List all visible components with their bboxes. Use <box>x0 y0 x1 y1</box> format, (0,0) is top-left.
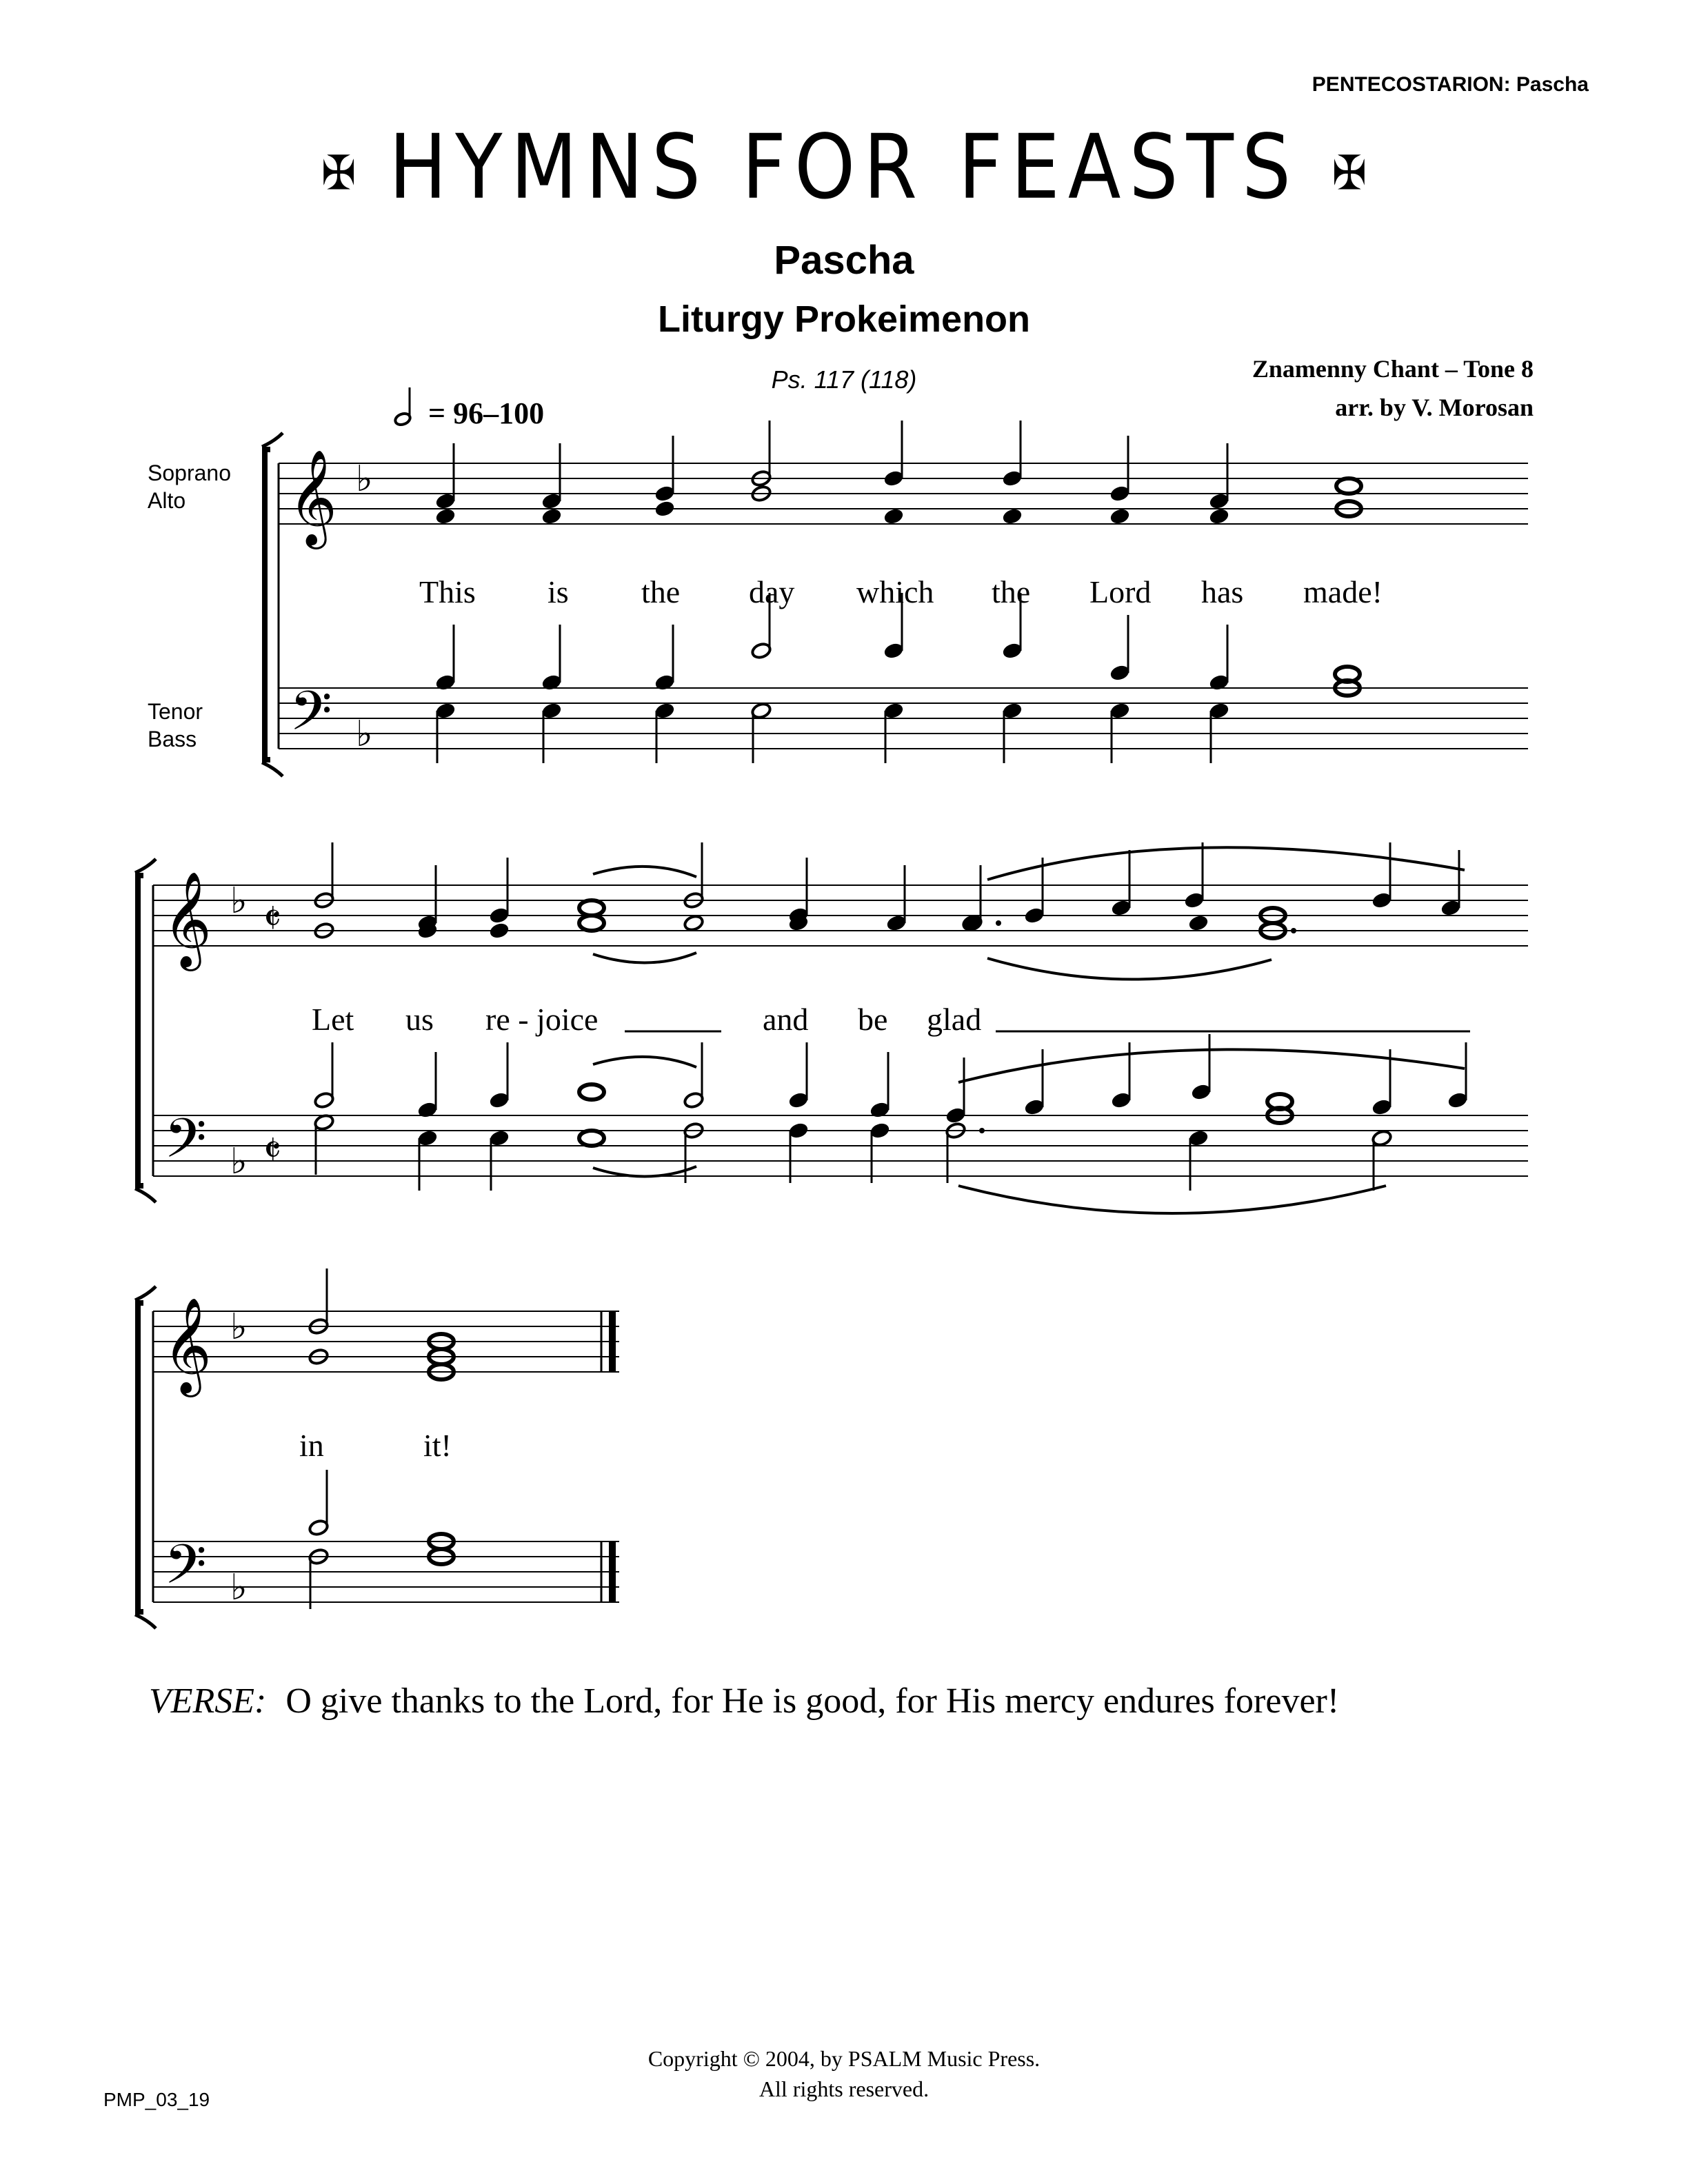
treble-clef: 𝄞 <box>163 1297 212 1393</box>
slur <box>958 1186 1386 1213</box>
slur <box>958 1049 1465 1082</box>
bracket-hook <box>135 859 156 873</box>
alto-note <box>1188 914 1209 932</box>
bass-note <box>751 702 772 763</box>
note-layer <box>308 421 1469 1609</box>
lyric-syllable: day <box>749 574 795 609</box>
alto-note <box>1002 507 1023 525</box>
lyric-syllable: and <box>763 1002 809 1037</box>
tenor-note <box>751 593 772 660</box>
whole-note <box>579 900 604 916</box>
bass-note <box>417 1129 439 1191</box>
bracket-hook <box>262 433 283 447</box>
system-2 <box>135 847 1528 1213</box>
tempo-value: = 96–100 <box>428 396 545 430</box>
whole-note <box>1336 478 1361 494</box>
bracket-hook <box>135 1615 156 1628</box>
flat-sign: ♭ <box>230 1567 248 1608</box>
alto-note <box>883 507 905 525</box>
flat-sign: ♭ <box>230 880 248 922</box>
slur <box>987 847 1465 880</box>
verse-body: O give thanks to the Lord, for He is good, for His mercy endures forever! <box>285 1681 1340 1721</box>
bass-note <box>314 1113 335 1175</box>
bass-note <box>883 702 905 763</box>
soprano-note <box>654 436 676 503</box>
bass-staff <box>153 1115 1528 1176</box>
slur <box>593 953 696 963</box>
rights-line: All rights reserved. <box>758 2076 930 2101</box>
tenor-note <box>1447 1042 1469 1109</box>
alto-note <box>435 507 456 525</box>
bass-note <box>489 1129 510 1191</box>
tenor-note <box>541 625 563 691</box>
cross-icon: ✠ <box>321 145 356 201</box>
bass-note <box>788 1122 810 1183</box>
alto-note <box>1109 507 1131 525</box>
soprano-note <box>1209 443 1230 510</box>
lyric-syllable: in <box>299 1428 324 1463</box>
tenor-label: Tenor <box>148 699 203 724</box>
slur <box>593 1057 696 1067</box>
slur <box>593 1166 696 1177</box>
lyric-syllable: made! <box>1303 574 1383 609</box>
treble-clef: 𝄞 <box>288 449 337 545</box>
treble-staff <box>153 885 1528 946</box>
soprano-note <box>541 443 563 510</box>
dot <box>979 1128 985 1133</box>
banner-text: HYMNS FOR FEASTS <box>388 116 1300 219</box>
tenor-note <box>870 1052 891 1119</box>
lyric-syllable: which <box>856 574 934 609</box>
lyric-syllable: Lord <box>1089 574 1152 609</box>
bass-note <box>1372 1129 1393 1191</box>
tenor-note <box>1024 1049 1045 1116</box>
lyric-syllable: it! <box>423 1428 452 1463</box>
soprano-note <box>1440 850 1462 917</box>
bracket-hook <box>135 1189 156 1202</box>
alto-note <box>654 500 676 518</box>
lyric-syllable: be <box>858 1002 888 1037</box>
bass-clef: 𝄢 <box>164 1106 207 1184</box>
soprano-note <box>1372 842 1393 909</box>
tenor-note <box>1002 593 1023 660</box>
lyric-syllable: the <box>641 574 681 609</box>
system-bracket <box>265 449 270 760</box>
section-header: PENTECOSTARION: Pascha <box>1312 73 1589 96</box>
bass-note <box>1109 702 1131 763</box>
system-bracket <box>138 876 143 1186</box>
bass-note <box>870 1122 891 1183</box>
tenor-note <box>1111 1042 1132 1109</box>
bracket-hook <box>135 1286 156 1300</box>
lyric-syllable: glad <box>927 1002 982 1037</box>
lyric-syllable: has <box>1201 574 1244 609</box>
arranger-credit: arr. by V. Morosan <box>1335 394 1534 421</box>
bass-label: Bass <box>148 727 197 751</box>
tenor-note <box>489 1042 510 1109</box>
treble-clef: 𝄞 <box>163 871 212 967</box>
slur <box>987 958 1272 980</box>
lyric-syllable: re - joice <box>485 1002 599 1037</box>
feast-title: Pascha <box>774 238 914 283</box>
bass-note <box>1209 702 1230 763</box>
catalog-code: PMP_03_19 <box>103 2089 210 2110</box>
tenor-note <box>945 1058 967 1124</box>
soprano-note <box>435 443 456 510</box>
tenor-note <box>435 625 456 691</box>
tenor-note <box>654 625 676 691</box>
soprano-note <box>883 421 905 487</box>
piece-title: Liturgy Prokeimenon <box>657 299 1031 340</box>
whole-note <box>579 1084 604 1100</box>
bass-clef: 𝄢 <box>164 1533 207 1610</box>
bass-note <box>435 702 456 763</box>
whole-note <box>579 916 604 931</box>
soprano-note <box>751 421 772 487</box>
system-bracket <box>138 1303 143 1612</box>
tenor-note <box>1209 625 1230 691</box>
psalm-reference: Ps. 117 (118) <box>771 365 917 394</box>
tenor-note <box>314 1042 335 1109</box>
lyric-syllable: the <box>992 574 1031 609</box>
dot <box>1291 928 1296 933</box>
flat-sign: ♭ <box>230 1306 248 1348</box>
slur <box>593 867 696 877</box>
verse-label: VERSE: <box>149 1681 267 1721</box>
soprano-note <box>788 858 810 924</box>
lyric-syllable: us <box>405 1002 434 1037</box>
soprano-note <box>1184 842 1205 909</box>
alto-note <box>489 922 510 940</box>
bass-clef: 𝄢 <box>290 679 332 756</box>
soprano-note <box>417 865 439 932</box>
soprano-note <box>489 858 510 924</box>
soprano-note <box>314 842 335 909</box>
tenor-note <box>883 593 905 660</box>
lyric-syllable: is <box>547 574 569 609</box>
tenor-note <box>1191 1034 1212 1101</box>
lyric-syllable: This <box>419 574 476 609</box>
tenor-note <box>308 1470 330 1537</box>
flat-sign: ♭ <box>356 458 373 500</box>
tenor-note <box>1109 615 1131 682</box>
soprano-note <box>308 1268 330 1335</box>
tenor-note <box>417 1052 439 1119</box>
tenor-note <box>1372 1049 1393 1116</box>
alto-note <box>683 914 705 932</box>
alto-note <box>541 507 563 525</box>
bass-note <box>541 702 563 763</box>
cross-icon: ✠ <box>1332 145 1367 201</box>
soprano-note <box>1111 850 1132 917</box>
bass-note <box>1188 1129 1209 1191</box>
chant-credit: Znamenny Chant – Tone 8 <box>1252 355 1534 383</box>
bracket-hook <box>262 762 283 776</box>
copyright-line: Copyright © 2004, by PSALM Music Press. <box>647 2046 1041 2071</box>
alto-note <box>1209 507 1230 525</box>
lyric-syllable: Let <box>312 1002 354 1037</box>
bass-staff <box>279 688 1528 749</box>
tenor-note <box>788 1042 810 1109</box>
flat-sign: ♭ <box>230 1141 248 1182</box>
cut-time: 𝄵 <box>263 1126 281 1173</box>
tenor-note <box>683 1042 705 1109</box>
flat-sign: ♭ <box>356 714 373 755</box>
cut-time: 𝄵 <box>263 895 281 942</box>
dot <box>996 920 1001 926</box>
treble-staff <box>153 1311 619 1372</box>
bass-staff <box>153 1541 619 1602</box>
bass-note <box>1002 702 1023 763</box>
soprano-label: Soprano <box>148 461 231 485</box>
soprano-note <box>1002 421 1023 487</box>
alto-label: Alto <box>148 488 186 513</box>
bass-note <box>654 702 676 763</box>
soprano-note <box>1109 436 1131 503</box>
whole-note <box>579 1131 604 1146</box>
